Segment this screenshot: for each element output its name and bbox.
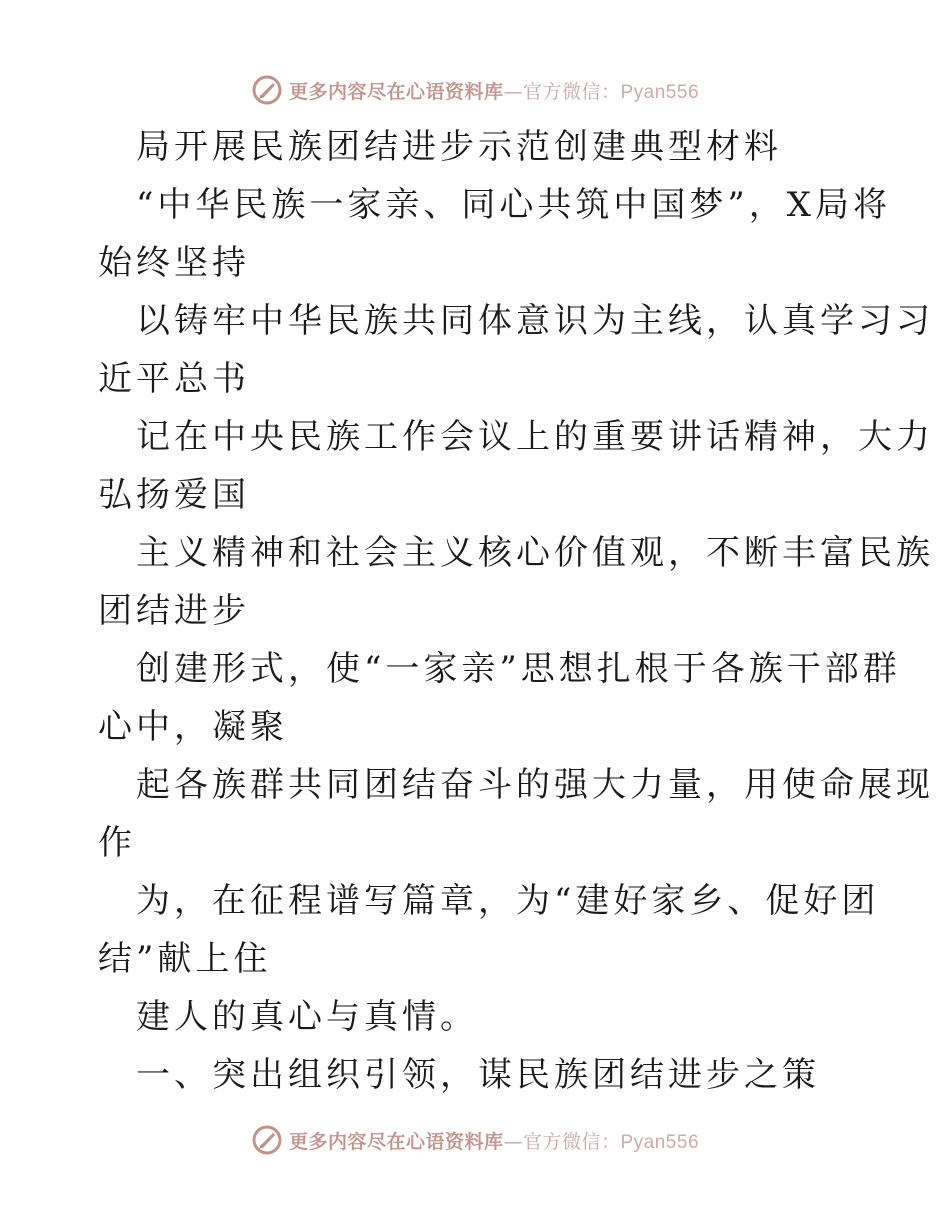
document-line: 始终坚持 (98, 243, 250, 283)
watermark-separator: — (503, 1130, 523, 1153)
watermark-wechat-id: Pyan556 (620, 81, 700, 103)
watermark-wechat-label: 官方微信： (522, 1130, 621, 1153)
document-line: 团结进步 (98, 591, 250, 631)
document-line: 一、突出组织引领，谋民族团结进步之策 (136, 1055, 820, 1095)
watermark-separator: — (503, 80, 523, 103)
document-line: 记在中央民族工作会议上的重要讲话精神，大力 (136, 417, 934, 457)
watermark-brand: 更多内容尽在心语资料库 (288, 1130, 504, 1153)
header-watermark (0, 70, 950, 110)
watermark-brand: 更多内容尽在心语资料库 (288, 80, 504, 103)
document-line: 心中，凝聚 (98, 707, 288, 747)
document-body (98, 118, 934, 1104)
document-line: 结”献上住 (98, 939, 272, 979)
watermark-wechat-id: Pyan556 (620, 1131, 700, 1153)
document-line: 作 (98, 823, 136, 863)
document-line: 近平总书 (98, 359, 250, 399)
document-line: 为，在征程谱写篇章，为“建好家乡、促好团 (136, 881, 880, 921)
document-line: 创建形式，使“一家亲”思想扎根于各族干部群 (136, 649, 901, 689)
watermark-text (289, 1127, 699, 1154)
watermark-wechat-label: 官方微信： (522, 80, 621, 103)
document-line: 局开展民族团结进步示范创建典型材料 (136, 127, 782, 167)
document-line: 起各族群共同团结奋斗的强大力量，用使命展现 (136, 765, 934, 805)
document-line: 建人的真心与真情。 (136, 997, 478, 1037)
document-line: 主义精神和社会主义核心价值观，不断丰富民族 (136, 533, 934, 573)
document-line: “中华民族一家亲、同心共筑中国梦”，X局将 (136, 185, 891, 225)
footer-watermark (0, 1120, 950, 1160)
document-line: 以铸牢中华民族共同体意识为主线，认真学习习 (136, 301, 934, 341)
quill-logo-icon (251, 1124, 283, 1156)
quill-logo-icon (251, 74, 283, 106)
watermark-text (289, 77, 699, 104)
document-line: 弘扬爱国 (98, 475, 250, 515)
